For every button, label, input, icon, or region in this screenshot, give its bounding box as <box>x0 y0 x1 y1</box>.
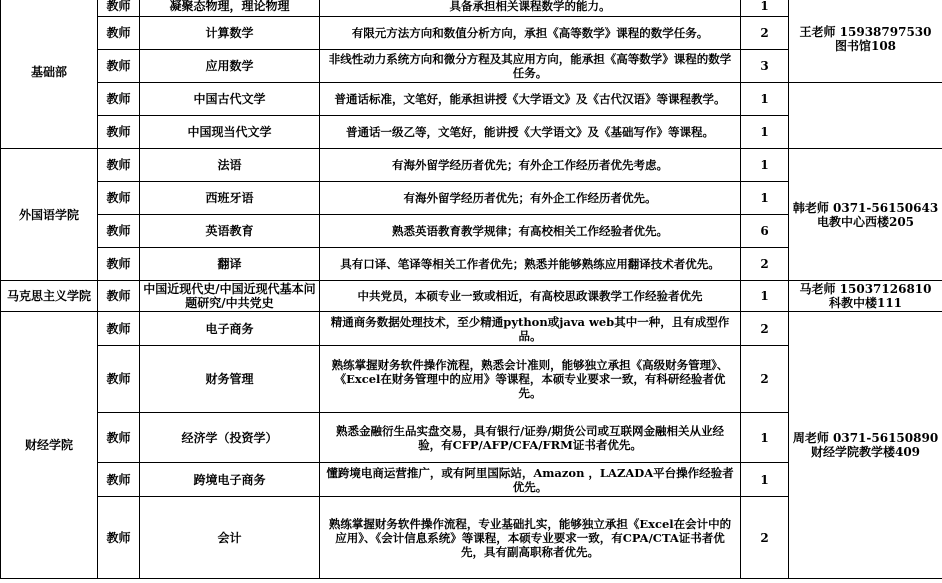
post-cell: 教师 <box>98 497 140 579</box>
contact-cell <box>789 149 942 281</box>
contact-location: 财经学院教学楼409 <box>810 445 921 459</box>
count-cell: 3 <box>741 50 789 83</box>
major-cell: 跨境电子商务 <box>140 463 320 497</box>
requirement-cell: 普通话一级乙等，文笔好，能讲授《大学语文》及《基础写作》等课程。 <box>320 116 741 149</box>
post-cell: 教师 <box>98 215 140 248</box>
major-cell: 西班牙语 <box>140 182 320 215</box>
requirement-cell: 熟悉英语教育教学规律；有高校相关工作经验者优先。 <box>320 215 741 248</box>
count-cell: 6 <box>741 215 789 248</box>
count-cell: 1 <box>741 83 789 116</box>
requirement-cell: 具有口译、笔译等相关工作者优先；熟悉并能够熟练应用翻译技术者优先。 <box>320 248 741 281</box>
table-row <box>1 83 942 116</box>
major-cell: 中国现当代文学 <box>140 116 320 149</box>
post-cell: 教师 <box>98 182 140 215</box>
table-row <box>1 149 942 182</box>
post-cell: 教师 <box>98 281 140 312</box>
requirement-cell: 精通商务数据处理技术，至少精通python或java web其中一种，且有成型作品。 <box>320 312 741 346</box>
post-cell: 教师 <box>98 463 140 497</box>
contact-location: 电教中心西楼205 <box>816 214 915 229</box>
post-cell: 教师 <box>98 312 140 346</box>
contact-person: 马老师 15037126810 <box>799 282 932 296</box>
requirement-cell: 熟练掌握财务软件操作流程，专业基础扎实，能够独立承担《Excel在会计中的应用》、《会计信息系统》等课程，本硕专业要求一致，有CPA/CTA证书者优先，具有副高职称者优先。 <box>320 497 741 579</box>
department-name: 财经学院 <box>1 312 98 579</box>
post-cell: 教师 <box>98 83 140 116</box>
major-cell: 会计 <box>140 497 320 579</box>
major-cell: 法语 <box>140 149 320 182</box>
empty-contact-cell <box>789 83 942 149</box>
post-cell: 教师 <box>98 346 140 413</box>
count-cell: 2 <box>741 17 789 50</box>
contact-cell <box>789 281 942 312</box>
requirement-cell: 具备承担相关课程数学的能力。 <box>320 0 741 17</box>
count-cell: 1 <box>741 281 789 312</box>
requirement-cell: 懂跨境电商运营推广，或有阿里国际站，Amazon ，LAZADA平台操作经验者优先。 <box>320 463 741 497</box>
requirement-cell: 普通话标准，文笔好，能承担讲授《大学语文》及《古代汉语》等课程教学。 <box>320 83 741 116</box>
count-cell: 2 <box>741 346 789 413</box>
contact-person: 王老师 15938797530 <box>799 25 932 39</box>
requirement-cell: 有海外留学经历者优先；有外企工作经历者优先考虑。 <box>320 149 741 182</box>
department-name: 外国语学院 <box>1 149 98 281</box>
major-cell: 电子商务 <box>140 312 320 346</box>
count-cell: 1 <box>741 463 789 497</box>
count-cell: 2 <box>741 248 789 281</box>
major-cell: 凝聚态物理，理论物理 <box>140 0 320 17</box>
contact-person: 周老师 0371-56150890 <box>792 431 939 445</box>
post-cell: 教师 <box>98 17 140 50</box>
major-cell: 应用数学 <box>140 50 320 83</box>
major-cell: 经济学（投资学） <box>140 413 320 463</box>
requirement-cell: 非线性动力系统方向和微分方程及其应用方向，能承担《高等数学》课程的数学任务。 <box>320 50 741 83</box>
contact-person: 韩老师 0371-56150643 <box>792 200 939 215</box>
count-cell: 1 <box>741 0 789 17</box>
count-cell: 1 <box>741 116 789 149</box>
department-name: 基础部 <box>1 0 98 149</box>
post-cell: 教师 <box>98 50 140 83</box>
table-row <box>1 281 942 312</box>
count-cell: 1 <box>741 182 789 215</box>
post-cell: 教师 <box>98 248 140 281</box>
contact-location: 科教中楼111 <box>828 296 903 310</box>
post-cell: 教师 <box>98 413 140 463</box>
contact-cell <box>789 312 942 579</box>
requirement-cell: 有限元方法方向和数值分析方向，承担《高等数学》课程的数学任务。 <box>320 17 741 50</box>
count-cell: 2 <box>741 497 789 579</box>
table-row <box>1 312 942 346</box>
contact-location: 图书馆108 <box>834 39 897 53</box>
major-cell: 财务管理 <box>140 346 320 413</box>
requirement-cell: 中共党员，本硕专业一致或相近，有高校思政课教学工作经验者优先 <box>320 281 741 312</box>
department-name: 马克思主义学院 <box>1 281 98 312</box>
count-cell: 2 <box>741 312 789 346</box>
post-cell: 教师 <box>98 116 140 149</box>
table-row <box>1 0 942 17</box>
major-cell: 中国近现代史/中国近现代基本问题研究/中共党史 <box>140 281 320 312</box>
post-cell: 教师 <box>98 0 140 17</box>
contact-cell <box>789 0 942 83</box>
major-cell: 翻译 <box>140 248 320 281</box>
count-cell: 1 <box>741 413 789 463</box>
requirement-cell: 熟悉金融衍生品实盘交易，具有银行/证券/期货公司或互联网金融相关从业经验，有CFP/AFP/CFA/FRM证书者优先。 <box>320 413 741 463</box>
major-cell: 中国古代文学 <box>140 83 320 116</box>
post-cell: 教师 <box>98 149 140 182</box>
requirement-cell: 熟练掌握财务软件操作流程，熟悉会计准则，能够独立承担《高级财务管理》、《Excel在财务管理中的应用》等课程，本硕专业要求一致，有科研经验者优先。 <box>320 346 741 413</box>
major-cell: 英语教育 <box>140 215 320 248</box>
requirement-cell: 有海外留学经历者优先；有外企工作经历者优先。 <box>320 182 741 215</box>
count-cell: 1 <box>741 149 789 182</box>
major-cell: 计算数学 <box>140 17 320 50</box>
